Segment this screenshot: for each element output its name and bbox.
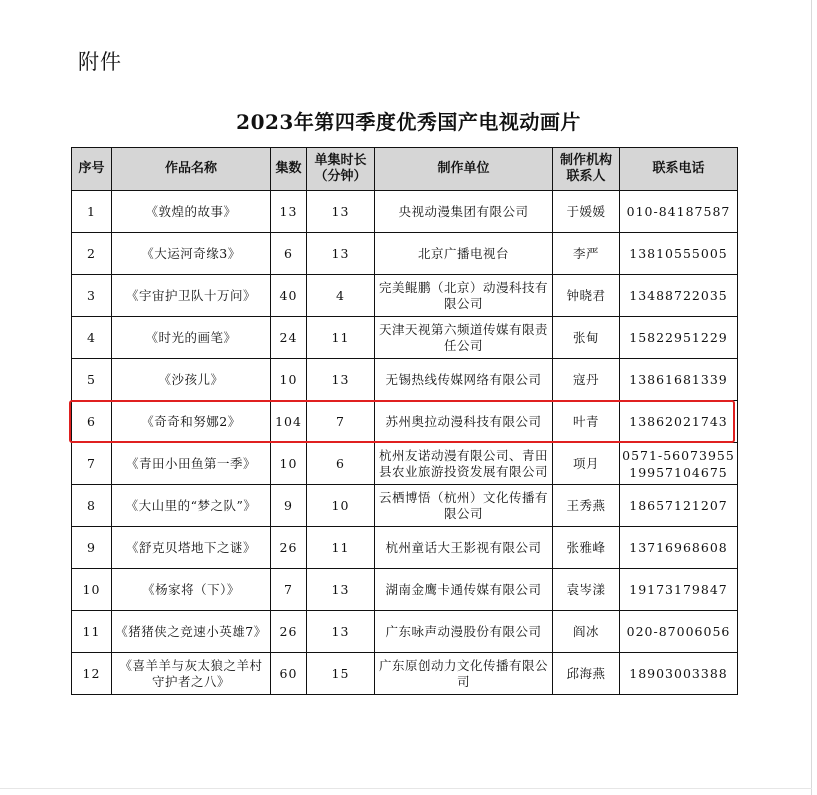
cell-contact: 袁岑漾 (553, 569, 620, 611)
cell-episodes: 26 (271, 527, 307, 569)
cell-phone: 0571-56073955 19957104675 (620, 443, 738, 485)
table-row (72, 653, 738, 695)
table-row (72, 611, 738, 653)
cell-duration: 13 (307, 191, 375, 233)
cell-name: 《大山里的“梦之队”》 (112, 485, 271, 527)
cell-contact: 邱海燕 (553, 653, 620, 695)
cell-episodes: 60 (271, 653, 307, 695)
cell-producer: 天津天视第六频道传媒有限责任公司 (375, 317, 553, 359)
cell-duration: 13 (307, 569, 375, 611)
cell-producer: 北京广播电视台 (375, 233, 553, 275)
cell-name: 《杨家将（下）》 (112, 569, 271, 611)
cell-name: 《猪猪侠之竞速小英雄7》 (112, 611, 271, 653)
cell-duration: 7 (307, 401, 375, 443)
document-title: 2023年第四季度优秀国产电视动画片 (236, 110, 581, 134)
attachment-label: 附件 (78, 50, 122, 74)
cell-duration: 10 (307, 485, 375, 527)
cell-phone: 010-84187587 (620, 191, 738, 233)
cell-contact: 张雅峰 (553, 527, 620, 569)
cell-contact: 张甸 (553, 317, 620, 359)
cell-producer: 杭州童话大王影视有限公司 (375, 527, 553, 569)
table-row (72, 401, 738, 443)
cell-phone: 13862021743 (620, 401, 738, 443)
cell-no: 5 (72, 359, 112, 401)
cell-name: 《奇奇和努娜2》 (112, 401, 271, 443)
cell-no: 1 (72, 191, 112, 233)
cell-producer: 云栖博悟（杭州）文化传播有限公司 (375, 485, 553, 527)
table-row (72, 485, 738, 527)
cell-no: 2 (72, 233, 112, 275)
header-producer: 制作单位 (375, 148, 553, 191)
cell-no: 10 (72, 569, 112, 611)
cell-phone: 13488722035 (620, 275, 738, 317)
cell-episodes: 10 (271, 359, 307, 401)
cell-duration: 4 (307, 275, 375, 317)
program-table (71, 147, 738, 695)
header-contact: 制作机构联系人 (553, 148, 620, 191)
cell-contact: 李严 (553, 233, 620, 275)
cell-producer: 杭州友诺动漫有限公司、青田县农业旅游投资发展有限公司 (375, 443, 553, 485)
cell-contact: 钟晓君 (553, 275, 620, 317)
cell-no: 8 (72, 485, 112, 527)
cell-no: 7 (72, 443, 112, 485)
cell-no: 11 (72, 611, 112, 653)
cell-duration: 13 (307, 611, 375, 653)
cell-phone: 19173179847 (620, 569, 738, 611)
cell-episodes: 104 (271, 401, 307, 443)
cell-episodes: 40 (271, 275, 307, 317)
cell-duration: 6 (307, 443, 375, 485)
cell-duration: 13 (307, 359, 375, 401)
header-name: 作品名称 (112, 148, 271, 191)
table-row (72, 275, 738, 317)
cell-name: 《时光的画笔》 (112, 317, 271, 359)
cell-contact: 王秀燕 (553, 485, 620, 527)
header-episodes: 集数 (271, 148, 307, 191)
table-row (72, 569, 738, 611)
cell-episodes: 6 (271, 233, 307, 275)
header-duration: 单集时长（分钟） (307, 148, 375, 191)
cell-no: 4 (72, 317, 112, 359)
cell-name: 《大运河奇缘3》 (112, 233, 271, 275)
page-edge-bottom (0, 788, 812, 789)
cell-episodes: 9 (271, 485, 307, 527)
cell-producer: 无锡热线传媒网络有限公司 (375, 359, 553, 401)
cell-no: 12 (72, 653, 112, 695)
cell-name: 《宇宙护卫队十万问》 (112, 275, 271, 317)
cell-producer: 央视动漫集团有限公司 (375, 191, 553, 233)
cell-contact: 项月 (553, 443, 620, 485)
cell-episodes: 7 (271, 569, 307, 611)
cell-phone: 13810555005 (620, 233, 738, 275)
cell-duration: 11 (307, 317, 375, 359)
cell-phone: 020-87006056 (620, 611, 738, 653)
cell-producer: 湖南金鹰卡通传媒有限公司 (375, 569, 553, 611)
header-no: 序号 (72, 148, 112, 191)
cell-phone: 13861681339 (620, 359, 738, 401)
cell-name: 《青田小田鱼第一季》 (112, 443, 271, 485)
cell-contact: 叶青 (553, 401, 620, 443)
table-row (72, 527, 738, 569)
cell-no: 3 (72, 275, 112, 317)
cell-contact: 阎冰 (553, 611, 620, 653)
table-row (72, 233, 738, 275)
cell-episodes: 24 (271, 317, 307, 359)
cell-phone: 13716968608 (620, 527, 738, 569)
table-row (72, 359, 738, 401)
table-body (72, 191, 738, 695)
cell-producer: 广东咏声动漫股份有限公司 (375, 611, 553, 653)
cell-contact: 寇丹 (553, 359, 620, 401)
cell-phone: 18903003388 (620, 653, 738, 695)
cell-duration: 13 (307, 233, 375, 275)
cell-name: 《喜羊羊与灰太狼之羊村守护者之八》 (112, 653, 271, 695)
cell-phone: 18657121207 (620, 485, 738, 527)
cell-name: 《敦煌的故事》 (112, 191, 271, 233)
table-row (72, 317, 738, 359)
cell-duration: 11 (307, 527, 375, 569)
cell-name: 《舒克贝塔地下之谜》 (112, 527, 271, 569)
cell-producer: 广东原创动力文化传播有限公司 (375, 653, 553, 695)
cell-episodes: 10 (271, 443, 307, 485)
cell-no: 9 (72, 527, 112, 569)
cell-duration: 15 (307, 653, 375, 695)
cell-name: 《沙孩儿》 (112, 359, 271, 401)
cell-producer: 完美鲲鹏（北京）动漫科技有限公司 (375, 275, 553, 317)
table-row (72, 191, 738, 233)
table-row (72, 443, 738, 485)
cell-no: 6 (72, 401, 112, 443)
cell-episodes: 26 (271, 611, 307, 653)
table-header-row (72, 148, 738, 191)
header-phone: 联系电话 (620, 148, 738, 191)
cell-producer: 苏州奥拉动漫科技有限公司 (375, 401, 553, 443)
cell-episodes: 13 (271, 191, 307, 233)
cell-phone: 15822951229 (620, 317, 738, 359)
cell-contact: 于媛媛 (553, 191, 620, 233)
